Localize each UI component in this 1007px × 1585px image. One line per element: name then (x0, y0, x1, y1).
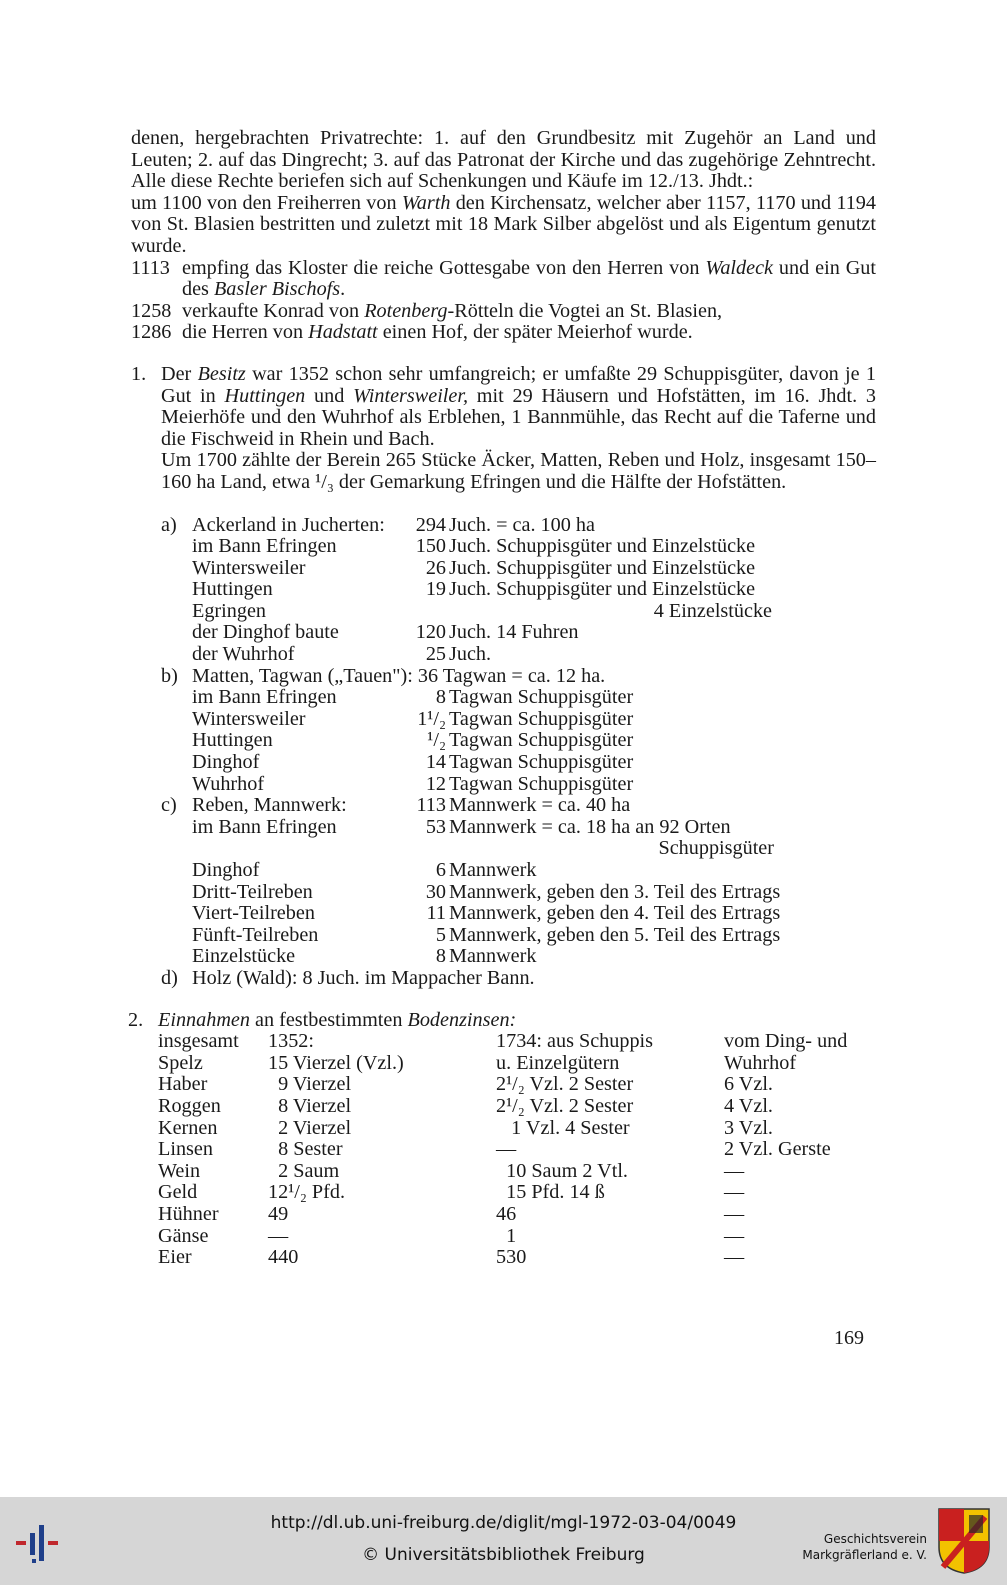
intro-warth-paragraph (131, 193, 876, 258)
text-span: 2¹/₂ Vzl. 2 Sester (496, 1094, 634, 1117)
text-span: Mannwerk, geben den 4. Teil des Ertrags (449, 902, 781, 925)
list-item (192, 882, 876, 904)
list-item (192, 774, 876, 796)
text-span: 5 (435, 923, 446, 946)
subsection-d (161, 968, 876, 990)
text-span: Dritt-Teilreben (192, 880, 313, 903)
text-span: Tagwan Schuppisgüter (449, 729, 634, 752)
table-row (158, 1182, 864, 1204)
list-item (192, 795, 876, 817)
text-span: Der (161, 362, 198, 385)
text-span: 8 (435, 686, 446, 709)
text-span: b) (161, 664, 178, 687)
text-span: 1734: aus Schuppis (496, 1030, 654, 1053)
text-span: Reben, Mannwerk: (192, 794, 347, 817)
text-span: 2. (128, 1008, 144, 1031)
text-span: der Wuhrhof (192, 643, 295, 666)
text-span: — (724, 1224, 745, 1247)
list-item (192, 903, 876, 925)
text-span: 12 (425, 772, 446, 795)
text-span: insgesamt (158, 1030, 239, 1053)
text-span: 2¹/₂ Vzl. 2 Sester (496, 1073, 634, 1096)
text-span: 9 Vierzel (268, 1073, 352, 1096)
text-span: im Bann Efringen (192, 686, 337, 709)
text-span: 1286 (131, 321, 172, 344)
text-span: — (268, 1224, 289, 1247)
text-span: 15 Pfd. 14 ß (496, 1181, 605, 1204)
text-span: u. Einzelgütern (496, 1051, 620, 1074)
text-span: a) (161, 513, 177, 536)
intro-paragraph: denen, hergebrachten Privatrechte: 1. auf den Grundbesitz mit Zugehör an Land und Leuten; 2. auf das Dingrecht; 3. auf das Patronat der Kirche und das zugehörige Zehntrecht. Alle diese Rechte beriefen sich auf Schenkungen und Käufe im 12./13. Jhdt.: (131, 127, 876, 193)
text-span: Mannwerk (449, 945, 537, 968)
section-2 (128, 1010, 876, 1269)
text-span: im Bann Efringen (192, 535, 337, 558)
body-text (128, 127, 877, 1269)
text-span: 11 (426, 902, 446, 925)
italic-text: Bodenzinsen: (407, 1008, 517, 1031)
text-span: 150 (415, 535, 446, 558)
text-span: Fünft-Teilreben (192, 923, 319, 946)
text-span: 2 Vzl. Gerste (724, 1138, 831, 1161)
text-span: Tagwan Schuppisgüter (449, 772, 634, 795)
text-span: und (305, 384, 354, 407)
text-span: 2 Vierzel (268, 1116, 352, 1139)
text-span: Mannwerk (449, 859, 537, 881)
italic-text: Warth (401, 191, 451, 214)
text-span: 8 Vierzel (268, 1094, 352, 1117)
text-span: Markgräflerland e. V. (802, 1548, 927, 1562)
text-span: Ackerland in Jucherten: (192, 513, 385, 536)
entry-1286 (131, 322, 876, 344)
text-span: — (496, 1138, 517, 1161)
text-span: — (724, 1202, 745, 1225)
text-span: Gänse (158, 1224, 209, 1247)
text-span: 8 Sester (268, 1138, 343, 1161)
table-header-row (158, 1053, 864, 1075)
text-span: vom Ding- und (724, 1030, 848, 1053)
text-span: 26 (425, 556, 446, 579)
text-span: 53 (425, 815, 446, 838)
income-table (158, 1031, 864, 1269)
table-row (158, 1247, 864, 1269)
text-span: 2 Saum (268, 1159, 340, 1182)
text-span: 46 (496, 1202, 517, 1225)
coat-of-arms-icon (937, 1507, 991, 1575)
table-row (158, 1161, 864, 1183)
text-span: um 1100 von den Freiherren von (131, 191, 402, 214)
italic-text: Wintersweiler, (353, 384, 469, 407)
list-item (192, 817, 876, 839)
text-span: 530 (496, 1246, 527, 1269)
text-span: 49 (268, 1202, 289, 1225)
list-item (192, 601, 876, 623)
list-item (192, 860, 876, 882)
text-span: Tagwan Schuppisgüter (449, 707, 634, 730)
text-span: 4 Vzl. (724, 1094, 773, 1117)
list-item (192, 666, 876, 688)
text-span: 14 (425, 751, 446, 774)
text-span: Matten, Tagwan („Tauen"): 36 Tagwan = ca. 12 ha. (192, 664, 606, 687)
subsection-c (161, 795, 876, 968)
text-span: Wein (158, 1159, 201, 1182)
text-span: Einzelstücke (192, 945, 296, 968)
subsection-b (161, 666, 876, 796)
text-span: 1 (496, 1224, 517, 1247)
table-header-row (158, 1031, 864, 1053)
italic-text: Waldeck (705, 256, 773, 279)
text-span: Huttingen (192, 729, 273, 752)
list-item (192, 838, 876, 860)
italic-text: Besitz (197, 362, 246, 385)
text-span: 25 (425, 643, 446, 666)
text-span: 30 (425, 880, 446, 903)
text-span: Linsen (158, 1138, 213, 1161)
italic-text: Huttingen (224, 384, 306, 407)
table-row (158, 1118, 864, 1140)
table-row (158, 1226, 864, 1248)
footer-bar (0, 1497, 1007, 1585)
text-span: Roggen (158, 1094, 221, 1117)
text-span: Wuhrhof (724, 1051, 797, 1074)
text-span: Juch. = ca. 100 ha (449, 513, 595, 536)
list-item (192, 687, 876, 709)
text-span: Huttingen (192, 578, 273, 601)
text-span: Spelz (158, 1051, 203, 1074)
text-span: Geld (158, 1181, 198, 1204)
text-span: Egringen (192, 599, 266, 622)
text-span: empfing das Kloster die reiche Gottesgabe von den Herren von (182, 256, 706, 279)
text-span: im Bann Efringen (192, 815, 337, 838)
text-span: 1. (131, 362, 147, 385)
text-span: ¹/₂ (427, 729, 446, 752)
text-span: — (724, 1246, 745, 1269)
list-item (192, 730, 876, 752)
text-span: und ein Gut des (182, 256, 876, 301)
text-span: der Dinghof baute (192, 621, 339, 644)
text-span: Wuhrhof (192, 772, 265, 795)
text-span: Juch. Schuppisgüter und Einzelstücke (449, 535, 756, 558)
text-span: 3 Vzl. (724, 1116, 773, 1139)
text-span: den Kirchensatz, welcher aber 1157, 1170 und 1194 von St. Blasien bestritten und zuletzt mit 18 Mark Silber abgelöst und als Eigentum genutzt wurde. (131, 191, 876, 257)
table-row (158, 1204, 864, 1226)
text-span: die Herren von (182, 321, 309, 344)
page-number: 169 (834, 1327, 864, 1349)
text-span: Mannwerk = ca. 18 ha an 92 Orten (449, 815, 731, 838)
list-item (192, 515, 876, 537)
italic-text: Einnahmen (158, 1008, 250, 1031)
list-item (192, 752, 876, 774)
text-span: 294 (415, 513, 446, 536)
text-span: Tagwan Schuppisgüter (449, 751, 634, 774)
list-item (192, 709, 876, 731)
text-span: Hühner (158, 1202, 219, 1225)
list-item (192, 558, 876, 580)
text-span: Juch. (449, 643, 492, 666)
list-item (192, 622, 876, 644)
text-span: 12¹/₂ Pfd. (268, 1181, 346, 1204)
text-span: verkaufte Konrad von (182, 299, 365, 322)
subsection-a (161, 515, 876, 666)
text-span: war 1352 schon sehr umfangreich; er umfaßte 29 Schuppisgüter, davon je 1 Gut in (161, 362, 877, 407)
list-item (192, 579, 876, 601)
text-span: Juch. Schuppisgüter und Einzelstücke (449, 556, 756, 579)
text-span: 1352: (268, 1030, 314, 1053)
entry-1258 (131, 301, 876, 323)
text-span: Juch. 14 Fuhren (449, 621, 579, 644)
text-span: 1¹/₂ (417, 707, 446, 730)
society-name (802, 1531, 927, 1563)
list-item (192, 644, 876, 666)
text-span: Haber (158, 1073, 208, 1096)
table-row (158, 1139, 864, 1161)
entry-1113 (131, 258, 876, 301)
text-span: Wintersweiler (192, 556, 306, 579)
text-span: 19 (425, 578, 446, 601)
text-span: — (724, 1159, 745, 1182)
text-span: 4 Einzelstücke (653, 599, 772, 622)
table-row (158, 1074, 864, 1096)
text-span: 1113 (131, 256, 170, 279)
section-2-heading (158, 1010, 876, 1032)
copyright-notice: © Universitätsbibliothek Freiburg (362, 1545, 645, 1565)
text-span: Viert-Teilreben (192, 902, 315, 925)
text-span: Dinghof (192, 751, 260, 774)
italic-text: Rotenberg (364, 299, 448, 322)
text-span: -Rötteln die Vogtei an St. Blasien, (447, 299, 723, 322)
text-span: Kernen (158, 1116, 218, 1139)
text-span: Mannwerk, geben den 5. Teil des Ertrags (449, 923, 781, 946)
text-span: 6 Vzl. (724, 1073, 773, 1096)
text-span: c) (161, 794, 177, 817)
italic-text: Hadstatt (308, 321, 378, 344)
text-span: 15 Vierzel (Vzl.) (268, 1051, 404, 1074)
text-span: 440 (268, 1246, 299, 1269)
section-1-paragraph-2: Um 1700 zählte der Berein 265 Stücke Äcker, Matten, Reben und Holz, insgesamt 150–160 ha Land, etwa ¹/₃ der Gemarkung Efringen und die Hälfte der Hofstätten. (161, 449, 876, 493)
list-item (192, 925, 876, 947)
text-span: Schuppisgüter (658, 837, 774, 860)
text-span: Mannwerk, geben den 3. Teil des Ertrags (449, 880, 781, 903)
text-span: 10 Saum 2 Vtl. (496, 1159, 628, 1182)
text-span: 6 (435, 859, 446, 881)
text-span: einen Hof, der später Meierhof wurde. (377, 321, 693, 344)
italic-text: Basler Bischofs (213, 278, 341, 301)
text-span: — (724, 1181, 745, 1204)
text-span: 8 (435, 945, 446, 968)
text-span: . (340, 278, 346, 301)
text-span: an festbestimmten (249, 1008, 408, 1031)
section-1 (131, 364, 876, 990)
text-span: Wintersweiler (192, 707, 306, 730)
text-span: 120 (415, 621, 446, 644)
text-span: Juch. Schuppisgüter und Einzelstücke (449, 578, 756, 601)
text-span: mit 29 Häusern und Hofstätten, im 16. Jhdt. 3 Meierhöfe und den Wuhrhof als Erblehen, 1 Bannmühle, das Recht auf die Taferne und die Fischweid in Rhein und Bach. (161, 384, 877, 450)
document-url[interactable]: http://dl.ub.uni-freiburg.de/diglit/mgl-1972-03-04/0049 (270, 1513, 737, 1533)
text-span: Tagwan Schuppisgüter (449, 686, 634, 709)
list-item (192, 946, 876, 968)
section-1-paragraph (161, 364, 876, 450)
list-item (192, 536, 876, 558)
text-span: 113 (416, 794, 446, 817)
text-span: Holz (Wald): 8 Juch. im Mappacher Bann. (192, 966, 535, 989)
text-span: Geschichtsverein (823, 1532, 927, 1546)
text-span: 1 Vzl. 4 Sester (496, 1116, 630, 1139)
text-span: Mannwerk = ca. 40 ha (449, 794, 631, 817)
table-row (158, 1096, 864, 1118)
text-span: d) (161, 966, 178, 989)
text-span: Dinghof (192, 859, 260, 881)
text-span: Eier (158, 1246, 192, 1269)
text-span: 1258 (131, 299, 172, 322)
